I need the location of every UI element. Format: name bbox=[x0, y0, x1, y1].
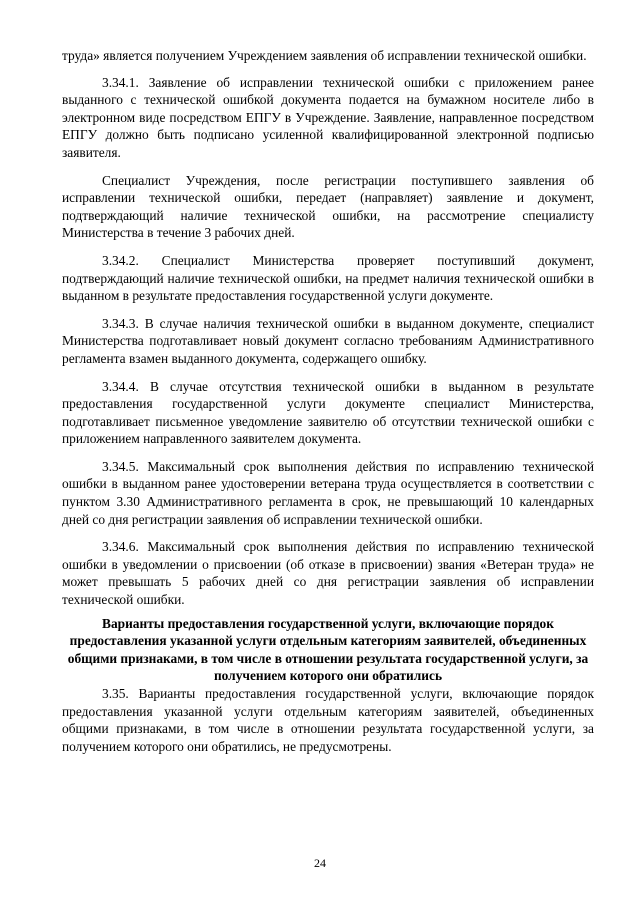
paragraph-3-34-2: 3.34.2. Специалист Министерства проверяет поступивший документ, подтверждающий наличие технической ошибки, на предмет наличия технической ошибки в выданном в результате предоставления государственной услуги документе. bbox=[62, 252, 594, 304]
paragraph-3-34-5: 3.34.5. Максимальный срок выполнения действия по исправлению технической ошибки в выданном ранее удостоверении ветерана труда осуществляется в соответствии с пунктом 3.30 Административного регламента в срок, не превышающий 10 календарных дней со дня регистрации заявления об исправлении технической ошибки. bbox=[62, 458, 594, 527]
continued-paragraph: труда» является получением Учреждением заявления об исправлении технической ошибки. bbox=[62, 48, 587, 63]
paragraph-3-34-4: 3.34.4. В случае отсутствия технической ошибки в выданном в результате предоставления государственной услуги документе специалист Министерства, подготавливает письменное уведомление заявителю об отсутствии технической ошибки с приложением направленного заявителем документа. bbox=[62, 378, 594, 447]
page-content bbox=[62, 47, 594, 765]
paragraph-3-34-3: 3.34.3. В случае наличия технической ошибки в выданном документе, специалист Министерства подготавливает новый документ согласно требованиям Административного регламента взамен выданного документа, содержащего ошибку. bbox=[62, 315, 594, 366]
page-number: 24 bbox=[314, 856, 326, 870]
paragraph-3-34-6: 3.34.6. Максимальный срок выполнения действия по исправлению технической ошибки в уведомлении о присвоении (об отказе в присвоении) звания «Ветеран труда» не может превышать 5 рабочих дней со дня регистрации заявления об исправлении технической ошибки. bbox=[62, 539, 594, 608]
paragraph-3-34-1: 3.34.1. Заявление об исправлении технической ошибки с приложением ранее выданного с технической ошибкой документа подается на бумажном носителе либо в электронном виде посредством ЕПГУ в Учреждение. Заявление, направленное посредством ЕПГУ должно быть подписано усиленной квалифицированной электронной подписью заявителя. bbox=[62, 74, 594, 160]
paragraph-specialist-transfer: Специалист Учреждения, после регистрации поступившего заявления об исправлении технической ошибки, передает (направляет) заявление и документ, подтверждающий наличие технической ошибки, на рассмотрение специалисту Министерства в течение 3 рабочих дней. bbox=[62, 172, 594, 241]
section-heading: Варианты предоставления государственной услуги, включающие порядок предоставления указанной услуги отдельным категориям заявителей, объединенных общими признаками, в том числе в отношении результата государственной услуги, за получением которого они обратились bbox=[67, 615, 589, 684]
paragraph-3-35: 3.35. Варианты предоставления государственной услуги, включающие порядок предоставления указанной услуги отдельным категориям заявителей, объединенных общими признаками, в том числе в отношении результата государственной услуги, за получением которого они обратились, не предусмотрены. bbox=[62, 686, 594, 754]
